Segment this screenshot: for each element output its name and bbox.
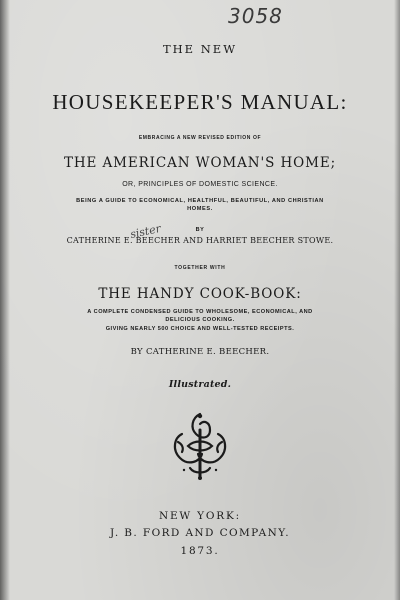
cookbook-line-3: GIVING NEARLY 500 CHOICE AND WELL-TESTED RECEIPTS.	[105, 326, 295, 332]
subtitle-line-1: EMBRACING A NEW REVISED EDITION OF	[138, 135, 262, 141]
subtitle-line-3: OR, PRINCIPLES OF DOMESTIC SCIENCE.	[122, 181, 278, 188]
pretitle: THE NEW	[162, 42, 238, 56]
cookbook-line-2: DELICIOUS COOKING.	[165, 317, 235, 323]
illustrated-label: Illustrated.	[168, 379, 232, 390]
publisher-name: J. B. FORD AND COMPANY.	[110, 527, 290, 539]
subtitle-line-4a: BEING A GUIDE TO ECONOMICAL, HEALTHFUL, BEAUTIFUL, AND CHRISTIAN	[76, 198, 324, 204]
by-label: BY	[195, 227, 205, 233]
publication-year: 1873.	[180, 545, 220, 557]
main-title: HOUSEKEEPER'S MANUAL:	[52, 90, 348, 114]
subtitle-line-2: THE AMERICAN WOMAN'S HOME;	[63, 155, 337, 171]
handwritten-annotation: sister	[128, 221, 163, 242]
handwritten-catalog-number: 3058	[228, 4, 283, 28]
subtitle-line-4b: HOMES.	[187, 206, 213, 212]
cookbook-title: THE HANDY COOK-BOOK:	[98, 286, 302, 302]
cookbook-author: BY CATHERINE E. BEECHER.	[130, 347, 270, 357]
together-with-label: TOGETHER WITH	[174, 265, 226, 271]
publication-city: NEW YORK:	[158, 510, 241, 522]
cookbook-line-1: A COMPLETE CONDENSED GUIDE TO WHOLESOME, ECONOMICAL, AND	[87, 309, 313, 315]
authors-line: CATHERINE E. BEECHER AND HARRIET BEECHER STOWE.	[66, 236, 334, 245]
publisher-monogram-icon	[160, 410, 240, 482]
